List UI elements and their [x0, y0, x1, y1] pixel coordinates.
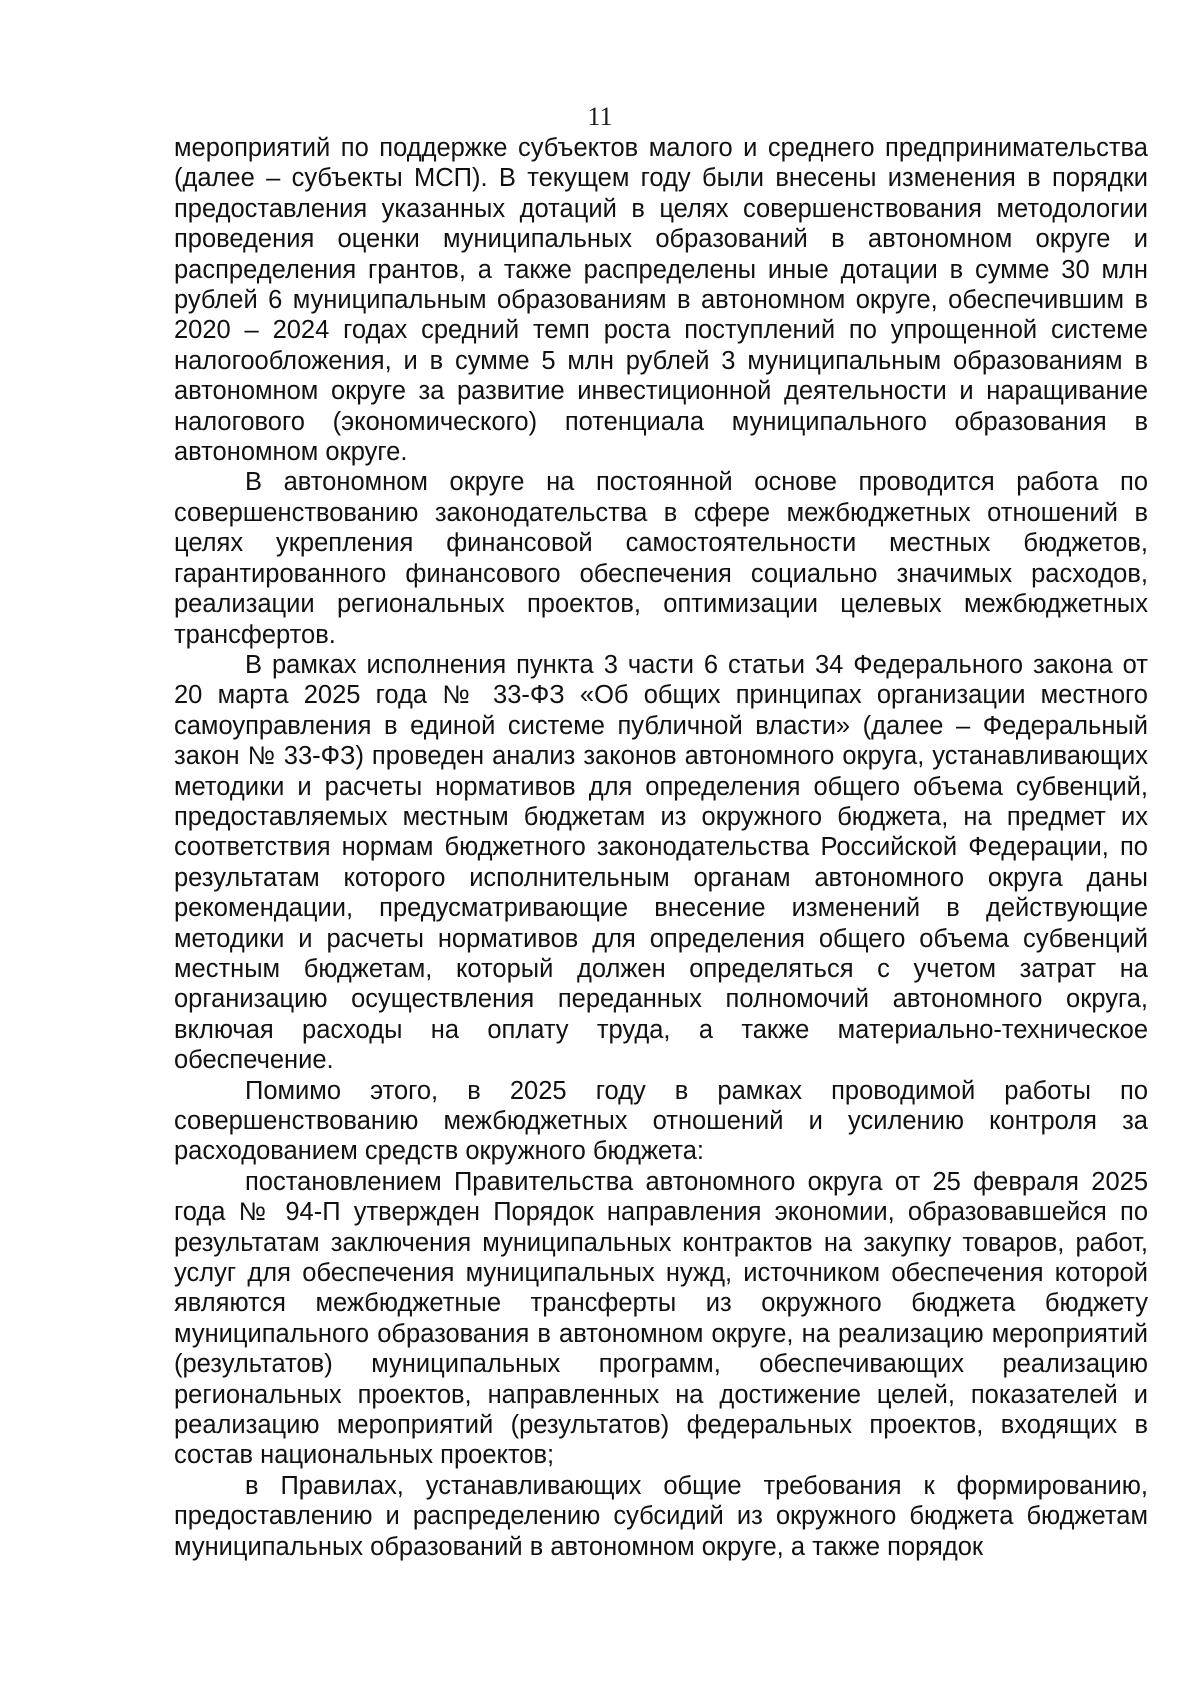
paragraph-legislation-work: В автономном округе на постоянной основе проводится работа по совершенствованию законодательства в сфере межбюджетных отношений в целях укрепления финансовой самостоятельности местных бюджетов, гарантированного финансового обеспечения социально значимых расходов, реализации региональных проектов, оптимизации целевых межбюджетных трансфертов. — [174, 468, 1148, 649]
paragraph-government-resolution: постановлением Правительства автономного округа от 25 февраля 2025 года № 94-П утвержден Порядок направления экономии, образовавшейся по результатам заключения муниципальных контрактов на закупку товаров, работ, услуг для обеспечения муниципальных нужд, источником обеспечения которой являются межбюджетные трансферты из окружного бюджета бюджету муниципального образования в автономном округе, на реализацию мероприятий (результатов) муниципальных программ, обеспечивающих реализацию региональных проектов, направленных на достижение целей, показателей и реализацию мероприятий (результатов) федеральных проектов, входящих в состав национальных проектов; — [174, 1167, 1148, 1470]
paragraph-subsidy-rules: в Правилах, устанавливающих общие требования к формированию, предоставлению и распределению субсидий из окружного бюджета бюджетам муниципальных образований в автономном округе, а также порядок — [174, 1471, 1148, 1561]
paragraph-continuation: мероприятий по поддержке субъектов малого и среднего предпринимательства (далее – субъекты МСП). В текущем году были внесены изменения в порядки предоставления указанных дотаций в целях совершенствования методологии проведения оценки муниципальных образований в автономном округе и распределения грантов, а также распределены иные дотации в сумме 30 млн рублей 6 муниципальным образованиям в автономном округе, обеспечившим в 2020 – 2024 годах средний темп роста поступлений по упрощенной системе налогообложения, и в сумме 5 млн рублей 3 муниципальным образованиям в автономном округе за развитие инвестиционной деятельности и наращивание налогового (экономического) потенциала муниципального образования в автономном округе. — [174, 134, 1148, 467]
paragraph-additional-measures: Помимо этого, в 2025 году в рамках проводимой работы по совершенствованию межбюджетных отношений и усилению контроля за расходованием средств окружного бюджета: — [174, 1076, 1148, 1166]
page-number: 11 — [587, 102, 613, 131]
paragraph-federal-law-analysis: В рамках исполнения пункта 3 части 6 статьи 34 Федерального закона от 20 марта 2025 года № 33-ФЗ «Об общих принципах организации местного самоуправления в единой системе публичной власти» (далее – Федеральный закон № 33-ФЗ) проведен анализ законов автономного округа, устанавливающих методики и расчеты нормативов для определения общего объема субвенций, предоставляемых местным бюджетам из окружного бюджета, на предмет их соответствия нормам бюджетного законодательства Российской Федерации, по результатам которого исполнительным органам автономного округа даны рекомендации, предусматривающие внесение изменений в действующие методики и расчеты нормативов для определения общего объема субвенций местным бюджетам, который должен определяться с учетом затрат на организацию осуществления переданных полномочий автономного округа, включая расходы на оплату труда, а также материально-техническое обеспечение. — [174, 650, 1148, 1075]
document-body — [174, 133, 1148, 1562]
